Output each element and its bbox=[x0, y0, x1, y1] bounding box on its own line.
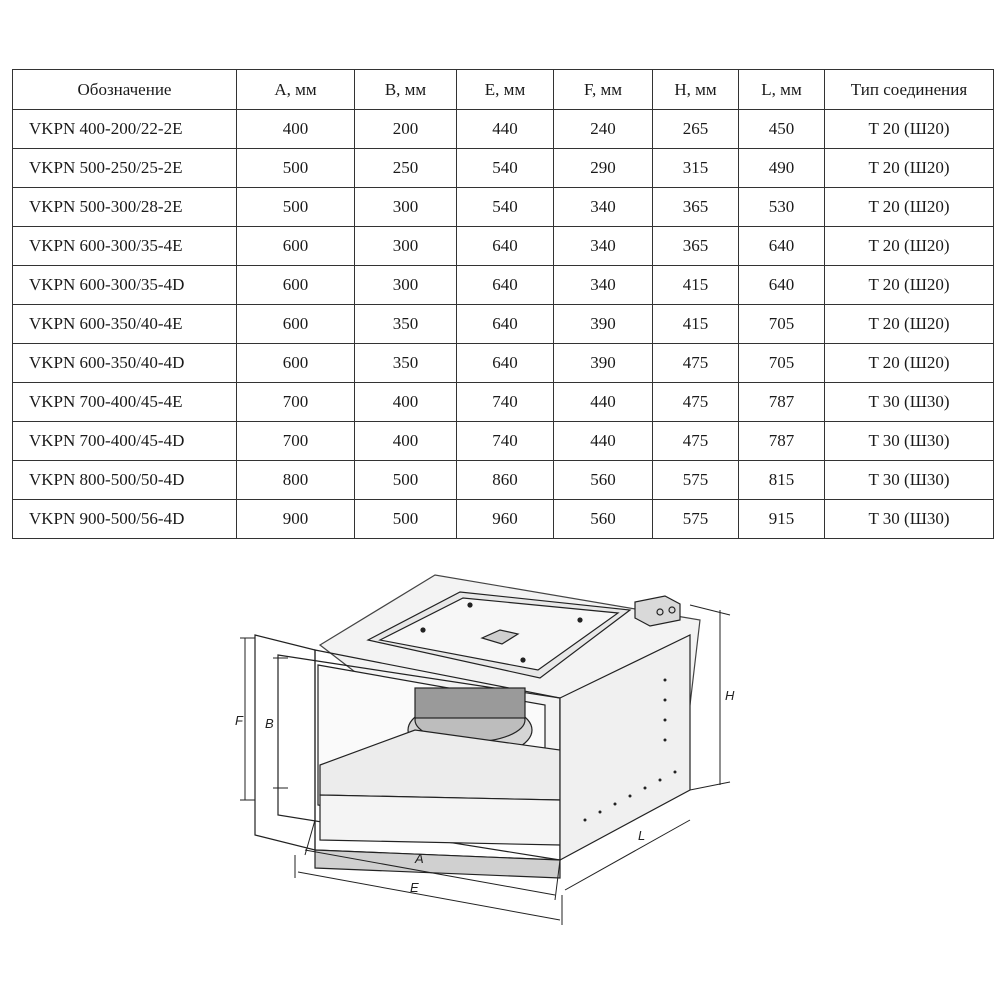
cell-a: 600 bbox=[237, 305, 355, 344]
cell-connection-type: T 30 (Ш30) bbox=[825, 461, 994, 500]
cell-designation: VKPN 800-500/50-4D bbox=[13, 461, 237, 500]
cell-f: 440 bbox=[554, 422, 653, 461]
cell-designation: VKPN 700-400/45-4E bbox=[13, 383, 237, 422]
header-h: H, мм bbox=[653, 70, 739, 110]
cell-l: 787 bbox=[739, 422, 825, 461]
cell-connection-type: T 30 (Ш30) bbox=[825, 383, 994, 422]
table-row bbox=[13, 305, 994, 344]
cell-l: 815 bbox=[739, 461, 825, 500]
fan-housing-svg bbox=[220, 560, 760, 940]
cell-e: 640 bbox=[457, 266, 554, 305]
cell-b: 250 bbox=[355, 149, 457, 188]
cell-e: 740 bbox=[457, 383, 554, 422]
table-header-row bbox=[13, 70, 994, 110]
cell-e: 540 bbox=[457, 188, 554, 227]
cell-h: 475 bbox=[653, 422, 739, 461]
cell-f: 340 bbox=[554, 266, 653, 305]
cell-h: 365 bbox=[653, 227, 739, 266]
cell-e: 960 bbox=[457, 500, 554, 539]
cell-connection-type: T 20 (Ш20) bbox=[825, 227, 994, 266]
cell-a: 600 bbox=[237, 227, 355, 266]
table-row bbox=[13, 500, 994, 539]
table-row bbox=[13, 188, 994, 227]
cell-designation: VKPN 500-300/28-2E bbox=[13, 188, 237, 227]
cell-f: 340 bbox=[554, 188, 653, 227]
cell-connection-type: T 20 (Ш20) bbox=[825, 344, 994, 383]
cell-b: 500 bbox=[355, 461, 457, 500]
header-l: L, мм bbox=[739, 70, 825, 110]
table-row bbox=[13, 110, 994, 149]
cell-designation: VKPN 400-200/22-2E bbox=[13, 110, 237, 149]
cell-connection-type: T 20 (Ш20) bbox=[825, 149, 994, 188]
dimensions-table bbox=[12, 69, 994, 539]
cell-b: 500 bbox=[355, 500, 457, 539]
cell-connection-type: T 20 (Ш20) bbox=[825, 110, 994, 149]
dim-label-f: F bbox=[235, 713, 243, 728]
cell-e: 640 bbox=[457, 344, 554, 383]
cell-h: 265 bbox=[653, 110, 739, 149]
cell-e: 640 bbox=[457, 305, 554, 344]
cell-a: 700 bbox=[237, 422, 355, 461]
cell-l: 640 bbox=[739, 227, 825, 266]
cell-designation: VKPN 600-350/40-4D bbox=[13, 344, 237, 383]
cell-h: 415 bbox=[653, 305, 739, 344]
cell-f: 290 bbox=[554, 149, 653, 188]
cell-designation: VKPN 600-300/35-4E bbox=[13, 227, 237, 266]
cell-b: 350 bbox=[355, 344, 457, 383]
dim-label-e: E bbox=[410, 880, 419, 895]
cell-f: 240 bbox=[554, 110, 653, 149]
cell-l: 705 bbox=[739, 305, 825, 344]
front-flange-left bbox=[255, 635, 315, 850]
cell-h: 415 bbox=[653, 266, 739, 305]
cell-h: 475 bbox=[653, 344, 739, 383]
cell-e: 540 bbox=[457, 149, 554, 188]
cell-h: 365 bbox=[653, 188, 739, 227]
cell-h: 575 bbox=[653, 461, 739, 500]
cell-b: 300 bbox=[355, 227, 457, 266]
cell-e: 740 bbox=[457, 422, 554, 461]
table-row bbox=[13, 383, 994, 422]
dim-label-a: A bbox=[415, 851, 424, 866]
cell-f: 340 bbox=[554, 227, 653, 266]
cell-connection-type: T 30 (Ш30) bbox=[825, 500, 994, 539]
cell-b: 200 bbox=[355, 110, 457, 149]
dim-e-line bbox=[298, 872, 560, 920]
dim-label-l: L bbox=[638, 828, 646, 843]
cell-b: 350 bbox=[355, 305, 457, 344]
cell-a: 500 bbox=[237, 188, 355, 227]
cell-f: 560 bbox=[554, 461, 653, 500]
dim-label-b: B bbox=[265, 716, 274, 731]
cell-f: 440 bbox=[554, 383, 653, 422]
table-row bbox=[13, 461, 994, 500]
cell-connection-type: T 20 (Ш20) bbox=[825, 188, 994, 227]
cell-e: 640 bbox=[457, 227, 554, 266]
header-f: F, мм bbox=[554, 70, 653, 110]
table-row bbox=[13, 149, 994, 188]
header-connection-type: Тип соединения bbox=[825, 70, 994, 110]
cell-f: 390 bbox=[554, 344, 653, 383]
cell-l: 705 bbox=[739, 344, 825, 383]
cell-a: 800 bbox=[237, 461, 355, 500]
table-row bbox=[13, 422, 994, 461]
header-e: E, мм bbox=[457, 70, 554, 110]
dim-label-h: H bbox=[725, 688, 735, 703]
cell-f: 560 bbox=[554, 500, 653, 539]
cell-designation: VKPN 600-350/40-4E bbox=[13, 305, 237, 344]
fan-housing-drawing bbox=[220, 560, 760, 940]
cell-b: 300 bbox=[355, 266, 457, 305]
table-body bbox=[13, 110, 994, 539]
cell-connection-type: T 20 (Ш20) bbox=[825, 305, 994, 344]
cell-l: 450 bbox=[739, 110, 825, 149]
table-row bbox=[13, 227, 994, 266]
cell-designation: VKPN 500-250/25-2E bbox=[13, 149, 237, 188]
cell-b: 300 bbox=[355, 188, 457, 227]
cell-a: 600 bbox=[237, 344, 355, 383]
header-designation: Обозначение bbox=[13, 70, 237, 110]
cell-a: 700 bbox=[237, 383, 355, 422]
cell-connection-type: T 20 (Ш20) bbox=[825, 266, 994, 305]
cell-designation: VKPN 900-500/56-4D bbox=[13, 500, 237, 539]
cell-a: 600 bbox=[237, 266, 355, 305]
table-row bbox=[13, 344, 994, 383]
table-row bbox=[13, 266, 994, 305]
cell-a: 900 bbox=[237, 500, 355, 539]
cell-designation: VKPN 600-300/35-4D bbox=[13, 266, 237, 305]
cell-l: 640 bbox=[739, 266, 825, 305]
cell-l: 915 bbox=[739, 500, 825, 539]
cell-h: 575 bbox=[653, 500, 739, 539]
header-b: B, мм bbox=[355, 70, 457, 110]
cell-designation: VKPN 700-400/45-4D bbox=[13, 422, 237, 461]
cell-f: 390 bbox=[554, 305, 653, 344]
cell-connection-type: T 30 (Ш30) bbox=[825, 422, 994, 461]
cell-e: 860 bbox=[457, 461, 554, 500]
header-a: A, мм bbox=[237, 70, 355, 110]
cell-b: 400 bbox=[355, 422, 457, 461]
cell-h: 475 bbox=[653, 383, 739, 422]
cell-l: 787 bbox=[739, 383, 825, 422]
cell-e: 440 bbox=[457, 110, 554, 149]
cell-l: 490 bbox=[739, 149, 825, 188]
cell-l: 530 bbox=[739, 188, 825, 227]
cell-b: 400 bbox=[355, 383, 457, 422]
cell-h: 315 bbox=[653, 149, 739, 188]
cell-a: 400 bbox=[237, 110, 355, 149]
cell-a: 500 bbox=[237, 149, 355, 188]
